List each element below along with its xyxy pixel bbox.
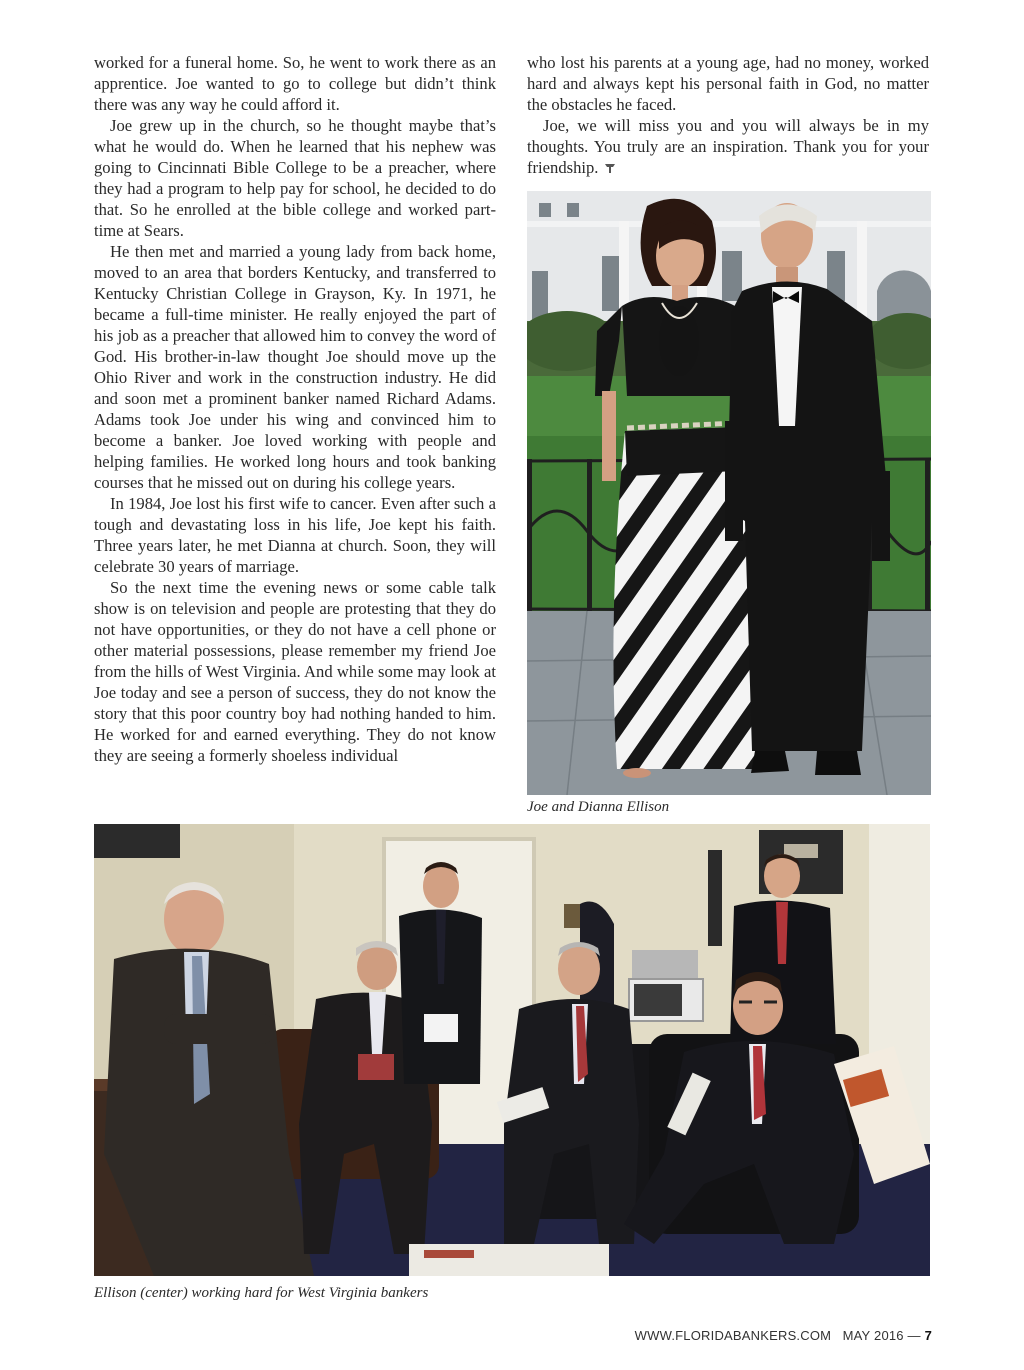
footer-separator: — [907,1328,921,1343]
article-column-right [527,52,929,178]
photo-joe-and-dianna [527,191,931,795]
photo-caption: Joe and Dianna Ellison [527,799,670,815]
paragraph: who lost his parents at a young age, had no money, worked hard and always kept his personal faith in God, no matter the obstacles he faced. [527,53,929,114]
paragraph: So the next time the evening news or some cable talk show is on television and people are protesting that they do not have opportunities, or they do not have a cell phone or other material possessions, please remember my friend Joe from the hills of West Virginia. And while some may look at Joe today and see a person of success, they do not know the story that this poor country boy had nothing handed to him. He worked for and earned everything. They do not know they are seeing a formerly shoeless individual [94,578,496,765]
footer-website: WWW.FLORIDABANKERS.COM [634,1328,832,1343]
page-number: 7 [924,1328,932,1343]
paragraph-text: Joe, we will miss you and you will always be in my thoughts. You truly are an inspiration. Thank you for your friendship. [527,116,929,177]
page-footer [635,1328,932,1343]
photo-caption: Ellison (center) working hard for West Virginia bankers [94,1285,429,1301]
article-column-left [94,52,496,766]
fba-logo-icon [604,162,616,174]
paragraph: He then met and married a young lady from back home, moved to an area that borders Kentucky, and transferred to Kentucky Christian College in Grayson, Ky. In 1971, he became a full-time minister. He really enjoyed the part of his job as a preacher that allowed him to convey the word of God. His brother-in-law thought Joe should move up the Ohio River and work in the construction industry. He did and soon met a prominent banker named Richard Adams. Adams took Joe under his wing and convinced him to become a banker. Joe loved working with people and helping families. He worked long hours and took banking courses that he missed out on during his college years. [94,242,496,492]
footer-issue: MAY 2016 [842,1328,904,1343]
photo-group-meeting [94,824,930,1276]
paragraph-final [527,115,929,178]
paragraph: Joe grew up in the church, so he thought maybe that’s what he would do. When he learned that his nephew was going to Cincinnati Bible College to be a preacher, where they had a program to help pay for school, he decided to do that. So he enrolled at the bible college and worked part-time at Sears. [94,116,496,240]
paragraph: worked for a funeral home. So, he went to work there as an apprentice. Joe wanted to go to college but didn’t think there was any way he could afford it. [94,53,496,114]
paragraph: In 1984, Joe lost his first wife to cancer. Even after such a tough and devastating loss in his life, Joe kept his faith. Three years later, he met Dianna at church. Soon, they will celebrate 30 years of marriage. [94,494,496,576]
